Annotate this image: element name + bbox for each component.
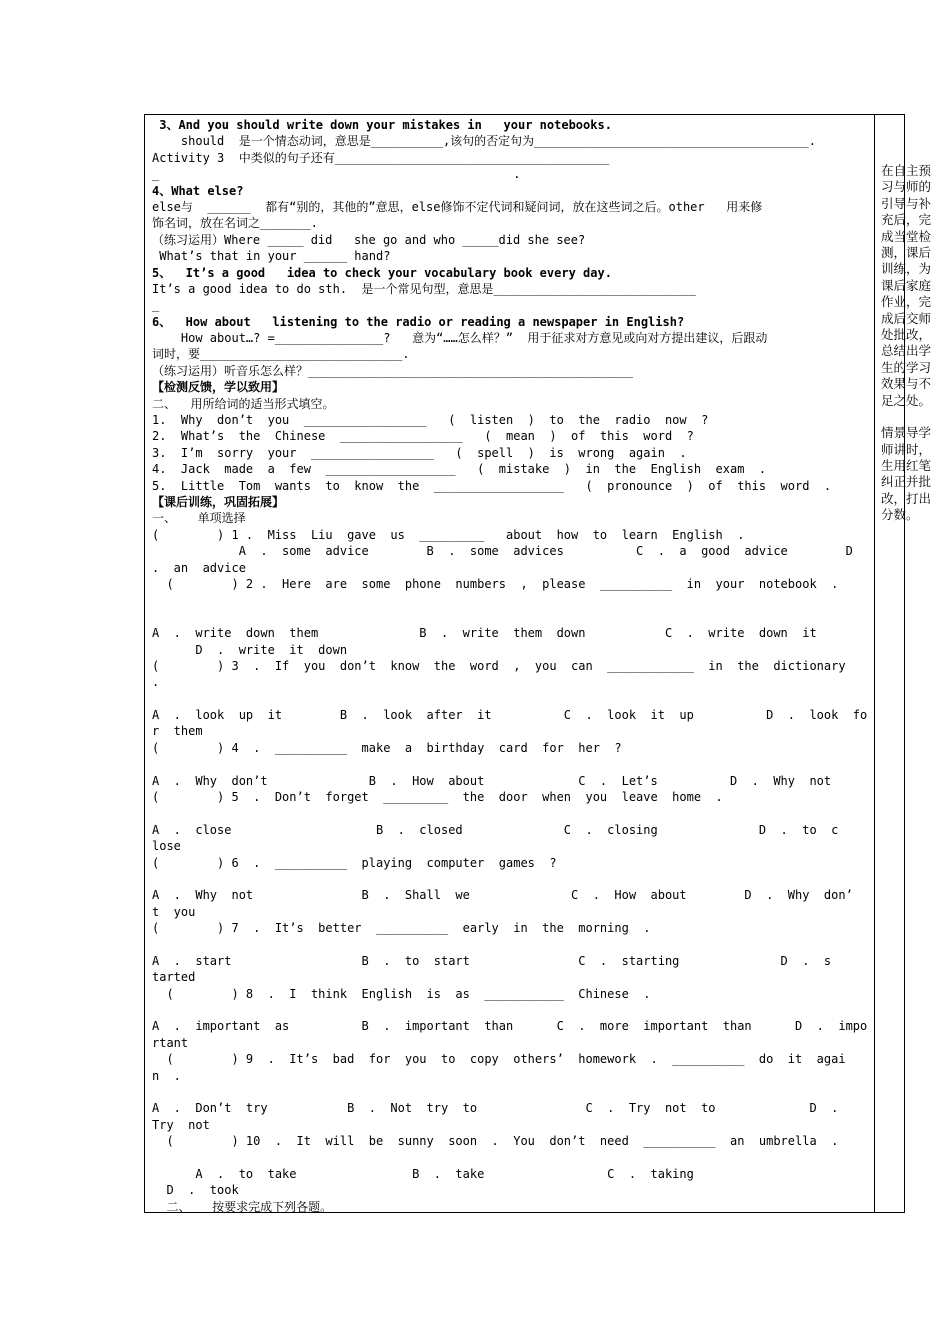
side-note-line: 测，课后 [881, 245, 932, 261]
text-line: ( ) 1 . Miss Liu gave us _________ about how to learn English . [152, 527, 745, 542]
text-line: Activity 3 中类似的句子还有______________________________________ [152, 150, 610, 165]
text-line [152, 756, 868, 772]
side-note-line: 训练，为 [881, 261, 932, 277]
text-line: A . close B . closed C . closing D . to c [152, 822, 839, 837]
side-note-line: 足之处。 [881, 392, 932, 408]
text-line: . an advice [152, 560, 246, 575]
text-line [152, 609, 868, 625]
text-line: 【课后训练，巩固拓展】 [152, 494, 285, 509]
side-note-line: 总结出学 [881, 343, 932, 359]
side-note-line: 课后家庭 [881, 277, 932, 293]
text-line: A . Don’t try B . Not try to C . Try not to D . [152, 1101, 839, 1116]
side-note-line: 情景导学 [881, 425, 932, 441]
text-line: Try not [152, 1117, 210, 1132]
text-line [152, 871, 868, 887]
side-note-self-study [881, 163, 945, 409]
side-note-guided-learning [881, 425, 945, 523]
side-note-line: 效果与不 [881, 376, 932, 392]
text-line: rtant [152, 1035, 189, 1050]
text-line: 3、And you should write down your mistakes in your notebooks. [152, 118, 612, 132]
text-line: _ . [152, 167, 521, 182]
text-line: ( ) 9 . It’s bad for you to copy others’ homework . __________ do it agai [152, 1052, 846, 1067]
text-line [152, 691, 868, 707]
side-note-line: 充后，完 [881, 212, 932, 228]
text-line: ( ) 5 . Don’t forget _________ the door when you leave home . [152, 790, 723, 805]
text-line: ( ) 8 . I think English is as ___________ Chinese . [152, 986, 651, 1001]
text-line: 5. Little Tom wants to know the __________________ ( pronounce ) of this word . [152, 478, 832, 493]
side-note-line: 生用红笔 [881, 457, 932, 473]
text-line: A . some advice B . some advices C . a good advice D [152, 544, 853, 559]
text-line [152, 1084, 868, 1100]
text-line: 词时，要____________________________. [152, 347, 410, 362]
text-line [152, 805, 868, 821]
text-line: （练习运用）听音乐怎么样？_____________________________________________ [152, 363, 634, 378]
text-line: 1. Why don’t you _________________ ( listen ) to the radio now ? [152, 413, 709, 428]
text-line: should 是一个情态动词，意思是__________,该句的否定句为______________________________________. [152, 134, 816, 149]
text-line [152, 937, 868, 953]
text-line: A . to take B . take C . taking [152, 1167, 694, 1181]
side-notes [881, 163, 945, 524]
side-note-line: 在自主预 [881, 163, 932, 178]
text-line: 4. Jack made a few __________________ ( mistake ) in the English exam . [152, 462, 767, 477]
text-line: _ [152, 298, 160, 313]
side-note-line: 纠正并批 [881, 474, 932, 490]
text-line: else与 ______ 都有“别的，其他的”意思，else修饰不定代词和疑问词，放在这些词之后。other 用来修 [152, 199, 763, 214]
side-note-line: 成后交师 [881, 310, 932, 326]
text-line: A . look up it B . look after it C . look it up D . look fo [152, 708, 868, 723]
text-line: tarted [152, 970, 196, 985]
text-line: 3. I’m sorry your _________________ ( spell ) is wrong again . [152, 445, 687, 460]
text-line: How about…? =_______________? 意为“……怎么样？” 用于征求对方意见或向对方提出建议，后跟动 [152, 331, 768, 346]
text-line: 2. What’s the Chinese _________________ ( mean ) of this word ? [152, 429, 694, 444]
text-line: 饰名词，放在名词之_______. [152, 216, 318, 231]
text-line: ( ) 2 . Here are some phone numbers , please __________ in your notebook . [152, 576, 839, 591]
text-line: 二、 按要求完成下列各题。 [152, 1199, 333, 1214]
text-line: ( ) 6 . __________ playing computer games ? [152, 855, 557, 870]
text-line: A . start B . to start C . starting D . s [152, 953, 832, 968]
text-line: ( ) 3 . If you don’t know the word , you can ____________ in the dictionary [152, 658, 846, 673]
text-line: ( ) 7 . It’s better __________ early in the morning . [152, 921, 651, 936]
text-line: A . write down them B . write them down C . write down it [152, 626, 817, 641]
side-note-line: 处批改， [881, 327, 932, 343]
text-line: 二、 用所给词的适当形式填空。 [152, 396, 335, 411]
column-divider [874, 114, 875, 1213]
side-note-line: 成当堂检 [881, 228, 932, 244]
text-line: 一、 单项选择 [152, 511, 246, 526]
text-line: A . Why not B . Shall we C . How about D . Why don’ [152, 888, 853, 903]
side-note-line: 师讲时， [881, 441, 932, 457]
text-line: 5、 It’s a good idea to check your vocabulary book every day. [152, 265, 612, 280]
text-line: D . write it down [152, 642, 348, 657]
text-line: A . Why don’t B . How about C . Let’s D . Why not [152, 773, 832, 788]
side-note-line: 引导与补 [881, 195, 932, 211]
text-line: r them [152, 724, 203, 739]
text-line: ( ) 4 . __________ make a birthday card for her ? [152, 740, 622, 755]
text-line [152, 592, 868, 608]
text-line [152, 1150, 868, 1166]
text-line: 6、 How about listening to the radio or reading a newspaper in English? [152, 314, 685, 329]
text-line [152, 1002, 868, 1018]
text-line: 4、What else? [152, 183, 244, 198]
side-note-line: 生的学习 [881, 359, 932, 375]
text-line: . [152, 675, 160, 690]
main-content [152, 117, 868, 1215]
text-line: （练习运用）Where _____ did she go and who _____did she see? [152, 232, 586, 247]
text-line: D . took [152, 1183, 239, 1198]
text-line: lose [152, 839, 181, 854]
side-note-line: 分数。 [881, 507, 919, 523]
text-line: 【检测反馈，学以致用】 [152, 380, 285, 395]
text-line: It’s a good idea to do sth. 是一个常见句型，意思是____________________________ [152, 281, 696, 296]
text-line: ( ) 10 . It will be sunny soon . You don’t need __________ an umbrella . [152, 1134, 839, 1149]
side-note-line: 改，打出 [881, 490, 932, 506]
text-line: A . important as B . important than C . more important than D . impo [152, 1019, 868, 1034]
text-line: n . [152, 1068, 181, 1083]
side-note-line: 作业，完 [881, 294, 932, 310]
text-line: t you [152, 904, 196, 919]
side-note-line: 习与师的 [881, 179, 932, 195]
text-line: What’s that in your ______ hand? [152, 249, 391, 264]
